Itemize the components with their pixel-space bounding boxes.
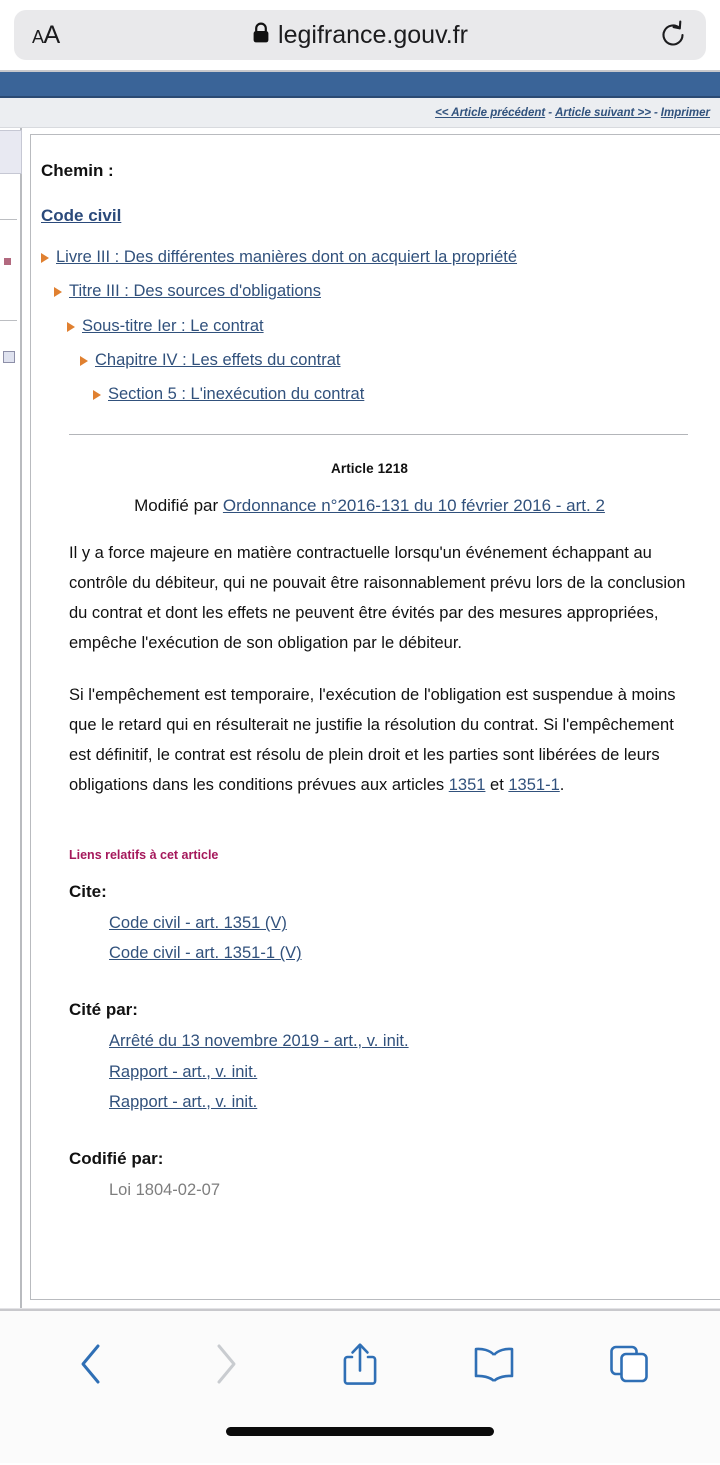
site-header-band xyxy=(0,72,720,98)
breadcrumb-link-livre[interactable]: Livre III : Des différentes manières dont on acquiert la propriété xyxy=(56,248,518,266)
breadcrumb-item-sous-titre[interactable] xyxy=(67,315,698,337)
chevron-right-icon xyxy=(41,253,49,263)
nav-separator-2: - xyxy=(653,106,658,119)
article-paragraph-2-text: Si l'empêchement est temporaire, l'exécution de l'obligation est suspendue à moins que le retard qui en résulterait ne justifie la résolution du contrat. Si l'empêchement est définitif, le contrat est résolu de plein droit et les parties sont libérées de leurs obligations dans les conditions prévues aux articles xyxy=(69,686,676,795)
address-bar-center xyxy=(14,22,706,49)
article-link-1351[interactable]: 1351 xyxy=(448,776,486,795)
browser-toolbar xyxy=(0,0,720,70)
chevron-right-icon xyxy=(54,287,62,297)
page-body xyxy=(0,128,720,1308)
breadcrumb-item-titre[interactable] xyxy=(54,280,698,302)
nav-separator-1: - xyxy=(548,106,553,119)
share-button[interactable] xyxy=(330,1336,390,1396)
home-indicator-area xyxy=(0,1421,720,1463)
relations-heading: Liens relatifs à cet article xyxy=(69,848,219,863)
sidebar-panel-tab[interactable] xyxy=(0,130,22,174)
lock-icon xyxy=(252,22,270,49)
sidebar-rule-2 xyxy=(0,320,17,321)
text-size-button[interactable]: AA xyxy=(32,20,60,49)
home-indicator[interactable] xyxy=(226,1427,494,1436)
cited-by-link-1[interactable]: Arrêté du 13 novembre 2019 - art., v. init. xyxy=(109,1032,409,1051)
sidebar-gap xyxy=(22,128,30,1308)
sidebar-rule-1 xyxy=(0,219,17,220)
tabs-button[interactable] xyxy=(599,1336,659,1396)
left-sidebar-sliver[interactable] xyxy=(0,128,22,1308)
article-paragraph-1: Il y a force majeure en matière contractuelle lorsqu'un événement échappant au contrôle du débiteur, qui ne pouvait être raisonnablement prévu lors de la conclusion du contrat et dont les effets ne peuvent être évités par des mesures appropriées, empêche l'exécution de son obligation par le débiteur. xyxy=(69,544,686,653)
share-icon xyxy=(341,1341,379,1392)
cite-link-2[interactable]: Code civil - art. 1351-1 (V) xyxy=(109,944,302,963)
cite-label: Cite: xyxy=(69,882,107,902)
breadcrumb-link-chapitre[interactable]: Chapitre IV : Les effets du contrat xyxy=(95,350,341,369)
back-button[interactable] xyxy=(61,1336,121,1396)
cited-by-label: Cité par: xyxy=(69,1000,138,1020)
breadcrumb-item-livre[interactable] xyxy=(41,246,698,268)
article-paragraph-2 xyxy=(69,680,698,800)
chevron-left-icon xyxy=(78,1343,104,1390)
modified-by-label: Modifié par xyxy=(134,496,219,516)
modified-by-link[interactable]: Ordonnance n°2016-131 du 10 février 2016 - art. 2 xyxy=(222,496,605,516)
cited-by-link-3[interactable]: Rapport - art., v. init. xyxy=(109,1092,258,1111)
breadcrumb-item-section[interactable] xyxy=(93,383,698,405)
reload-button[interactable] xyxy=(658,20,688,50)
sidebar-marker-icon xyxy=(4,258,11,265)
modified-by-line xyxy=(41,496,698,516)
chevron-right-icon xyxy=(67,322,75,332)
forward-button xyxy=(196,1336,256,1396)
chevron-right-icon xyxy=(80,356,88,366)
address-bar[interactable] xyxy=(14,10,706,60)
codified-by-label: Codifié par: xyxy=(69,1148,164,1168)
breadcrumb-item-chapitre[interactable] xyxy=(80,349,698,371)
next-article-link[interactable]: Article suivant >> xyxy=(555,106,651,119)
prev-article-link[interactable]: << Article précédent xyxy=(435,106,546,119)
article-content-card xyxy=(30,134,720,1300)
chemin-heading: Chemin : xyxy=(41,161,114,180)
chevron-right-icon xyxy=(213,1343,239,1390)
tabs-icon xyxy=(608,1343,650,1390)
codified-by-value-1: Loi 1804-02-07 xyxy=(109,1180,221,1199)
breadcrumb-root-link[interactable]: Code civil xyxy=(41,206,122,225)
article-paragraph-2-end: . xyxy=(559,776,565,795)
codified-by-list xyxy=(109,1175,698,1205)
cited-by-link-2[interactable]: Rapport - art., v. init. xyxy=(109,1062,258,1081)
article-paragraph-2-mid: et xyxy=(485,776,509,795)
breadcrumb-link-sous-titre[interactable]: Sous-titre Ier : Le contrat xyxy=(82,316,264,335)
cited-by-list xyxy=(109,1026,698,1116)
breadcrumb-link-section[interactable]: Section 5 : L'inexécution du contrat xyxy=(108,385,365,404)
breadcrumb-link-titre[interactable]: Titre III : Des sources d'obligations xyxy=(69,282,321,301)
url-text: legifrance.gouv.fr xyxy=(278,20,468,49)
article-link-1351-1[interactable]: 1351-1 xyxy=(508,776,560,795)
book-icon xyxy=(472,1345,516,1388)
print-link[interactable]: Imprimer xyxy=(660,106,710,119)
cite-list xyxy=(109,908,698,968)
bookmarks-button[interactable] xyxy=(464,1336,524,1396)
article-number: Article 1218 xyxy=(331,461,408,477)
safari-bottom-toolbar xyxy=(0,1311,720,1421)
chevron-right-icon xyxy=(93,390,101,400)
cite-link-1[interactable]: Code civil - art. 1351 (V) xyxy=(109,914,287,933)
article-nav-strip xyxy=(0,98,720,128)
content-divider xyxy=(69,434,688,435)
sidebar-chip-icon xyxy=(3,351,15,363)
